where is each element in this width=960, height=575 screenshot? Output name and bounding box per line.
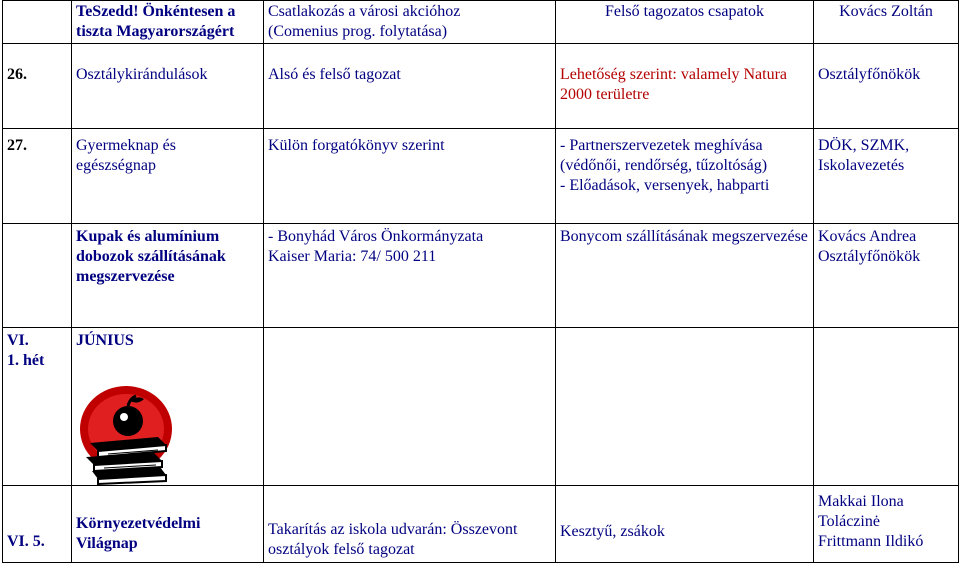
event-title: TeSzedd! Önkéntesen a tiszta Magyarországért <box>72 1 264 44</box>
event-target: Bonycom szállításának megszervezése <box>556 224 814 328</box>
row-number: 26. <box>3 44 72 129</box>
table-row <box>3 44 959 129</box>
event-owner: Osztályfőnökök <box>814 44 959 129</box>
event-owner: Kovács Andrea Osztályfőnökök <box>814 224 959 328</box>
event-target: Lehetőség szerint: valamely Natura 2000 területre <box>556 44 814 129</box>
event-title: Gyermeknap és egészségnap <box>72 129 264 224</box>
event-description: Alsó és felső tagozat <box>264 44 556 129</box>
event-target: Kesztyű, zsákok <box>556 486 814 563</box>
apple-books-clipart-icon <box>78 385 174 485</box>
event-description <box>264 328 556 486</box>
event-description: Csatlakozás a városi akcióhoz (Comenius prog. folytatása) <box>264 1 556 44</box>
table-row <box>3 1 959 44</box>
event-description: Takarítás az iskola udvarán: Összevont osztályok felső tagozat <box>264 486 556 563</box>
table-row <box>3 486 959 563</box>
event-owner: DÖK, SZMK, Iskolavezetés <box>814 129 959 224</box>
event-owner <box>814 328 959 486</box>
row-number: 27. <box>3 129 72 224</box>
event-target: - Partnerszervezetek meghívása (védőnői, rendőrség, tűzoltóság) - Előadások, versenyek, habparti <box>556 129 814 224</box>
event-title: Kupak és alumínium dobozok szállításának megszervezése <box>72 224 264 328</box>
month-title: JÚNIUS <box>72 328 264 486</box>
event-description: - Bonyhád Város Önkormányzata Kaiser Maria: 74/ 500 211 <box>264 224 556 328</box>
table-row <box>3 129 959 224</box>
row-number: VI. 1. hét <box>3 328 72 486</box>
event-title: Környezetvédelmi Világnap <box>72 486 264 563</box>
event-description: Külön forgatókönyv szerint <box>264 129 556 224</box>
event-owner: Kovács Zoltán <box>814 1 959 44</box>
event-target <box>556 328 814 486</box>
table-row <box>3 224 959 328</box>
event-title: Osztálykirándulások <box>72 44 264 129</box>
row-number: VI. 5. <box>3 486 72 563</box>
row-number <box>3 1 72 44</box>
row-number <box>3 224 72 328</box>
event-owner: Makkai Ilona Toláczinė Frittmann Ildikó <box>814 486 959 563</box>
event-target: Felső tagozatos csapatok <box>556 1 814 44</box>
